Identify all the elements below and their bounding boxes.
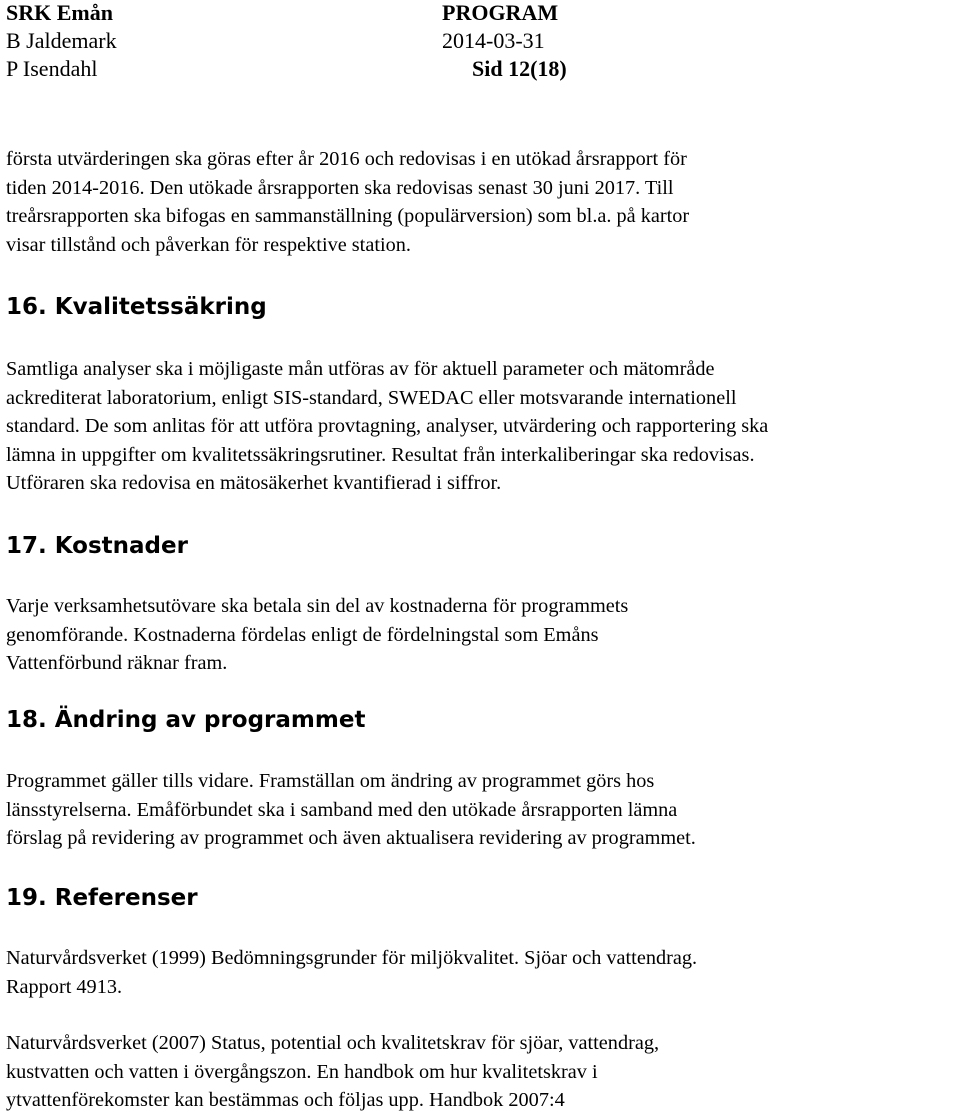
section-heading-quality-assurance: 16. Kvalitetssäkring (6, 294, 267, 320)
text-line: Naturvårdsverket (2007) Status, potential och kvalitetskrav för sjöar, vattendrag, (6, 1032, 660, 1054)
text-line: treårsrapporten ska bifogas en sammanställning (populärversion) som bl.a. på kartor (6, 205, 690, 227)
section-heading-program-changes: 18. Ändring av programmet (6, 707, 366, 733)
author-name: P Isendahl (6, 56, 98, 81)
text-line: kustvatten och vatten i övergångszon. En handbok om hur kvalitetskrav i (6, 1060, 598, 1083)
text-line: första utvärderingen ska göras efter år 2016 och redovisas i en utökad årsrapport för (6, 148, 687, 170)
program-changes-paragraph (6, 767, 696, 853)
document-type: PROGRAM (442, 0, 559, 25)
text-line: lämna in uppgifter om kvalitetssäkringsrutiner. Resultat från interkaliberingar ska redovisas. (6, 443, 755, 466)
text-line: standard. De som anlitas för att utföra provtagning, analyser, utvärdering och rapportering ska (6, 415, 769, 437)
quality-assurance-paragraph (6, 355, 768, 498)
text-line: Vattenförbund räknar fram. (6, 652, 228, 674)
text-line: tiden 2014-2016. Den utökade årsrapporten ska redovisas senast 30 juni 2017. Till (6, 176, 674, 199)
text-line: Naturvårdsverket (1999) Bedömningsgrunder för miljökvalitet. Sjöar och vattendrag. (6, 947, 698, 969)
section-heading-costs: 17. Kostnader (6, 533, 188, 559)
reference-item (6, 944, 697, 1001)
text-line: Programmet gäller tills vidare. Framställan om ändring av programmet görs hos (6, 770, 655, 792)
intro-paragraph (6, 145, 689, 259)
section-heading-references: 19. Referenser (6, 885, 198, 911)
reference-item (6, 1029, 659, 1115)
text-line: förslag på revidering av programmet och även aktualisera revidering av programmet. (6, 827, 696, 849)
text-line: genomförande. Kostnaderna fördelas enligt de fördelningstal som Emåns (6, 623, 599, 646)
text-line: Rapport 4913. (6, 975, 123, 998)
text-line: Utföraren ska redovisa en mätosäkerhet kvantifierad i siffror. (6, 472, 502, 494)
text-line: Samtliga analyser ska i möjligaste mån utföras av för aktuell parameter och mätområde (6, 358, 715, 380)
costs-paragraph (6, 592, 628, 678)
text-line: ackrediterat laboratorium, enligt SIS-standard, SWEDAC eller motsvarande internationell (6, 386, 737, 409)
page-number: Sid 12(18) (472, 56, 567, 81)
document-date: 2014-03-31 (442, 28, 545, 53)
text-line: länsstyrelserna. Emåförbundet ska i samband med den utökade årsrapporten lämna (6, 798, 678, 821)
organization-name: SRK Emån (6, 0, 113, 25)
text-line: visar tillstånd och påverkan för respektive station. (6, 233, 411, 256)
text-line: Varje verksamhetsutövare ska betala sin del av kostnaderna för programmets (6, 595, 629, 617)
author-name: B Jaldemark (6, 28, 117, 53)
page-header (6, 0, 946, 90)
text-line: ytvattenförekomster kan bestämmas och följas upp. Handbok 2007:4 (6, 1089, 565, 1111)
document-page (6, 0, 946, 1111)
